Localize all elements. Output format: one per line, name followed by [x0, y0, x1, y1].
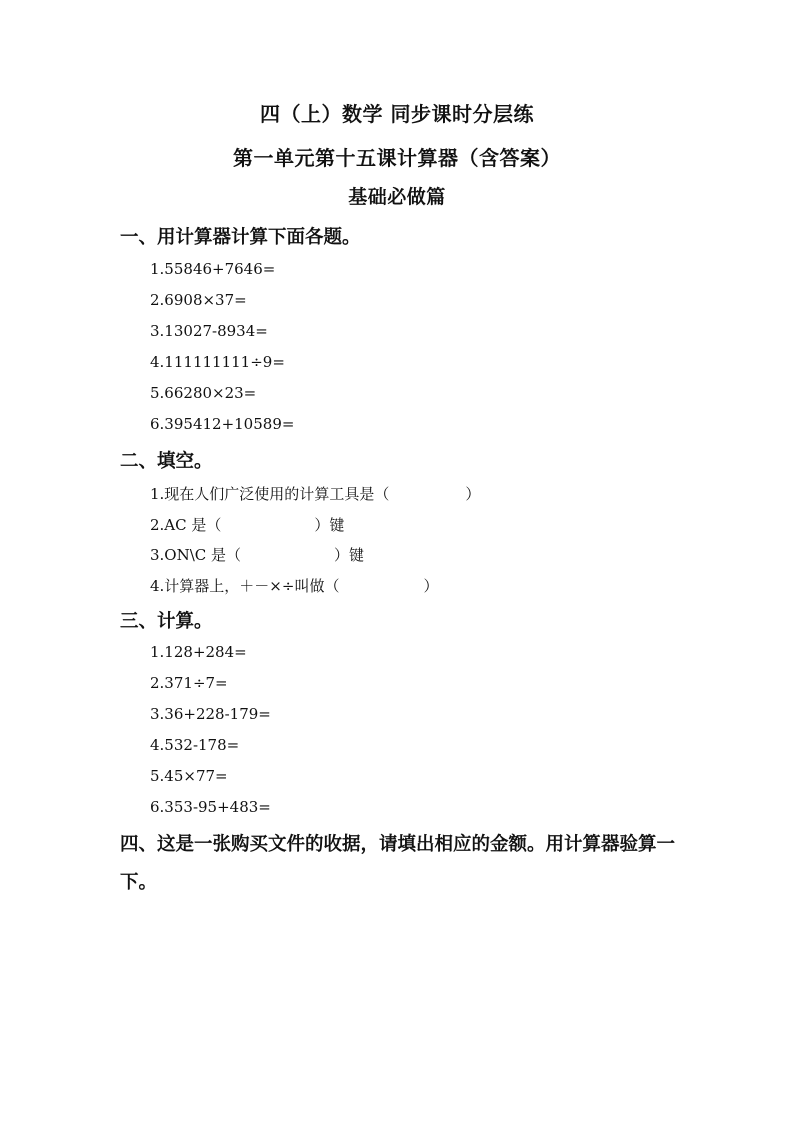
page-subtitle: 第一单元第十五课计算器（含答案）: [233, 146, 561, 170]
section3-item-3: 3.36+228-179=: [150, 705, 271, 723]
fill-blank-text: ）: [423, 577, 439, 595]
fill-blank-text: 1.现在人们广泛使用的计算工具是（: [150, 485, 390, 503]
fill-blank-text: ）: [465, 485, 481, 503]
section4-heading-continued: 下。: [120, 872, 158, 893]
section4-heading: 四、这是一张购买文件的收据，请填出相应的金额。用计算器验算一: [120, 834, 676, 855]
section3-item-6: 6.353-95+483=: [150, 798, 271, 816]
fill-blank-text: ）键: [334, 546, 365, 564]
fill-blank-text: 3.ON\C 是（: [150, 546, 242, 564]
section1-heading: 一、用计算器计算下面各题。: [120, 227, 361, 248]
fill-blank-item-1: [150, 483, 480, 504]
fill-blank-item-4: [150, 575, 438, 596]
section2-heading: 二、填空。: [120, 451, 213, 472]
level-title: 基础必做篇: [348, 186, 446, 208]
fill-blank-item-3: [150, 544, 364, 565]
fill-blank-item-2: [150, 514, 344, 535]
section1-item-4: 4.111111111÷9=: [150, 353, 285, 371]
section3-heading: 三、计算。: [120, 611, 213, 632]
section1-item-6: 6.395412+10589=: [150, 415, 295, 433]
section3-item-4: 4.532-178=: [150, 736, 240, 754]
fill-blank-text: 4.计算器上，＋－×÷叫做（: [150, 577, 340, 595]
fill-blank-text: ）键: [314, 516, 345, 534]
section3-item-1: 1.128+284=: [150, 643, 247, 661]
fill-blank-text: 2.AC 是（: [150, 516, 222, 534]
section3-item-5: 5.45×77=: [150, 767, 228, 785]
section1-item-5: 5.66280×23=: [150, 384, 257, 402]
section1-item-1: 1.55846+7646=: [150, 260, 276, 278]
page-title: 四（上）数学 同步课时分层练: [260, 102, 534, 126]
section1-item-3: 3.13027-8934=: [150, 322, 268, 340]
section3-item-2: 2.371÷7=: [150, 674, 228, 692]
section1-item-2: 2.6908×37=: [150, 291, 247, 309]
